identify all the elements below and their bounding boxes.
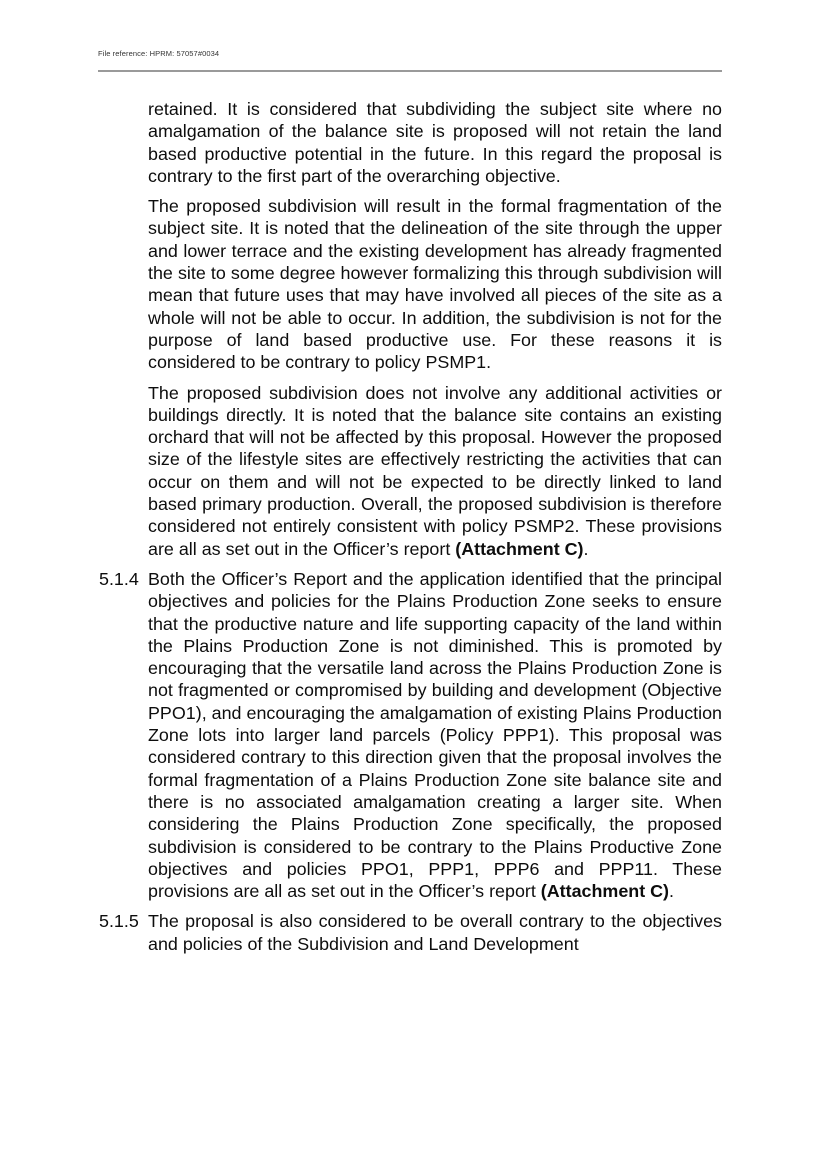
section-5-1-4 <box>99 568 722 902</box>
section-5-1-4-body: Both the Officer’s Report and the application identified that the principal objectives and policies for the Plains Production Zone seeks to ensure that the productive nature and life supporting capacity of the land within the Plains Production Zone is not diminished. This is promoted by encouraging that the versatile land across the Plains Production Zone is not fragmented or compromised by building and development (Objective PPO1), and encouraging the amalgamation of existing Plains Production Zone lots into larger land parcels (Policy PPP1). This proposal was considered contrary to this direction given that the proposal involves the formal fragmentation of a Plains Production Zone site balance site and there is no associated amalgamation creating a larger site. When considering the Plains Production Zone specifically, the proposed subdivision is considered to be contrary to the Plains Productive Zone objectives and policies PPO1, PPP1, PPP6 and PPP11. These provisions are all as set out in the Officer’s report <box>148 568 722 902</box>
header-divider <box>98 70 722 72</box>
paragraph-fragmentation: The proposed subdivision will result in the formal fragmentation of the subject site. It is noted that the delineation of the site through the upper and lower terrace and the existing development has already fragmented the site to some degree however formalizing this through subdivision will mean that future uses that may have involved all pieces of the site as a whole will not be able to occur. In addition, the subdivision is not for the purpose of land based productive use. For these reasons it is considered to be contrary to policy PSMP1. <box>148 196 722 373</box>
paragraph-retained: retained. It is considered that subdividing the subject site where no amalgamation of the balance site is proposed will not retain the land based productive potential in the future. In this regard the proposal is contrary to the first part of the overarching objective. <box>148 99 722 186</box>
paragraph-end: . <box>583 538 589 559</box>
paragraph-activities <box>99 382 722 560</box>
document-body <box>99 98 722 963</box>
section-number: 5.1.4 <box>99 568 139 589</box>
attachment-reference: (Attachment C) <box>540 881 670 902</box>
attachment-reference: (Attachment C) <box>455 538 584 559</box>
file-reference: File reference: HPRM: 57057#0034 <box>98 49 220 58</box>
paragraph-end: . <box>669 881 674 902</box>
section-5-1-5 <box>99 910 722 955</box>
section-number: 5.1.5 <box>99 911 139 932</box>
section-5-1-5-text: The proposal is also considered to be overall contrary to the objectives and policies of the Subdivision and Land Development <box>148 911 722 954</box>
section-5-1-4-text <box>148 568 722 902</box>
paragraph-activities-text: The proposed subdivision does not involve any additional activities or buildings directly. It is noted that the balance site contains an existing orchard that will not be affected by this proposal. However the proposed size of the lifestyle sites are effectively restricting the activities that can occur on them and will not be expected to be directly linked to land based primary production. Overall, the proposed subdivision is therefore considered not entirely consistent with policy PSMP2. These provisions are all as set out in the Officer’s report <box>148 382 722 559</box>
